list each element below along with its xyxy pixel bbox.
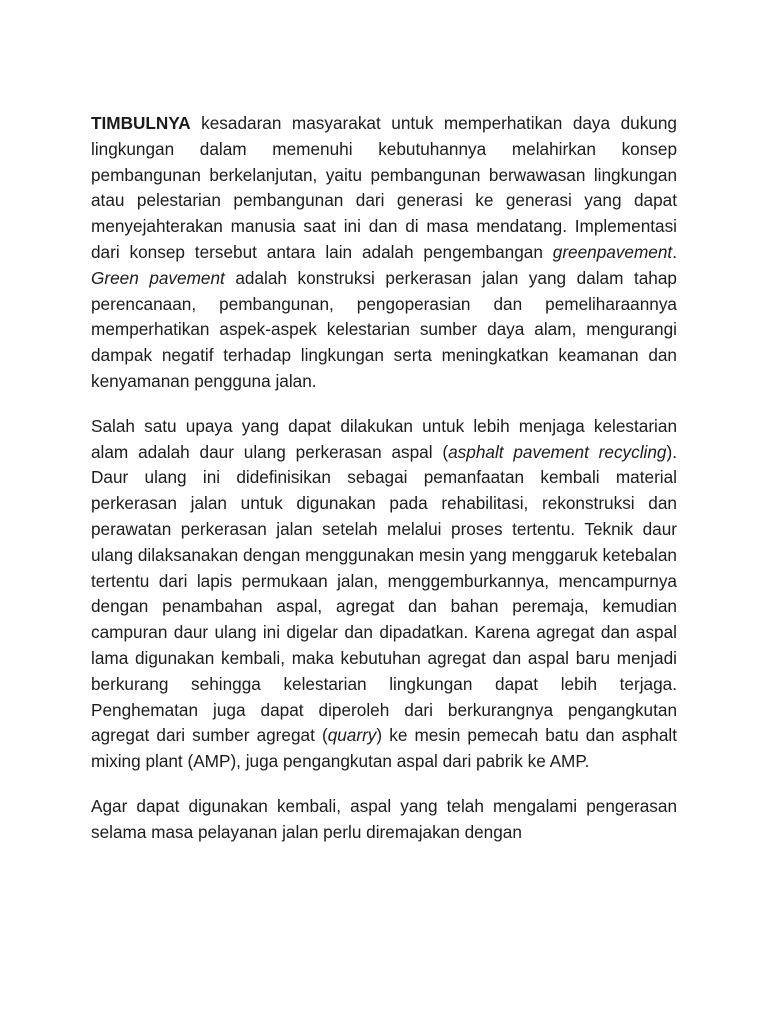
text-run: kesadaran masyarakat untuk memperhatikan daya dukung lingkungan dalam memenuhi kebutuhannya melahirkan konsep pembangunan berkelanjutan, yaitu pembangunan berwawasan lingkungan atau pelestarian pembangunan dari generasi ke generasi yang dapat menyejahterakan manusia saat ini dan di masa mendatang. Implementasi dari konsep tersebut antara lain adalah pengembangan <box>91 113 677 262</box>
italic-term: Green pavement <box>91 267 225 288</box>
italic-term: asphalt pavement recycling <box>448 441 667 462</box>
text-run: . <box>672 241 677 262</box>
italic-term: quarry <box>327 725 377 746</box>
lead-word: TIMBULNYA <box>91 113 191 133</box>
text-run: ) ke mesin pemecah batu dan asphalt mixing plant (AMP), juga pengangkutan aspal dari pabrik ke AMP. <box>91 725 677 772</box>
text-run: adalah konstruksi perkerasan jalan yang dalam tahap perencanaan, pembangunan, pengoperasian dan pemeliharaannya memperhatikan aspek-aspek kelestarian sumber daya alam, mengurangi dampak negatif terhadap lingkungan serta meningkatkan keamanan dan kenyamanan pengguna jalan. <box>91 267 677 391</box>
paragraph-1 <box>91 111 677 395</box>
text-run: Salah satu upaya yang dapat dilakukan untuk lebih menjaga kelestarian alam adalah daur ulang perkerasan aspal ( <box>91 415 677 462</box>
text-run: ). Daur ulang ini didefinisikan sebagai pemanfaatan kembali material perkerasan jalan untuk digunakan pada rehabilitasi, rekonstruksi dan perawatan perkerasan jalan setelah melalui proses tertentu. Teknik daur ulang dilaksanakan dengan menggunakan mesin yang menggaruk ketebalan tertentu dari lapis permukaan jalan, menggemburkannya, mencampurnya dengan penambahan aspal, agregat dan bahan peremaja, kemudian campuran daur ulang ini digelar dan dipadatkan. Karena agregat dan aspal lama digunakan kembali, maka kebutuhan agregat dan aspal baru menjadi berkurang sehingga kelestarian lingkungan dapat lebih terjaga. Penghematan juga dapat diperoleh dari berkurangnya pengangkutan agregat dari sumber agregat ( <box>91 441 677 746</box>
document-body <box>91 111 677 865</box>
text-run: Agar dapat digunakan kembali, aspal yang telah mengalami pengerasan selama masa pelayanan jalan perlu diremajakan dengan <box>91 795 677 842</box>
italic-term: greenpavement <box>552 241 673 262</box>
paragraph-3 <box>91 794 677 846</box>
paragraph-2 <box>91 414 677 775</box>
